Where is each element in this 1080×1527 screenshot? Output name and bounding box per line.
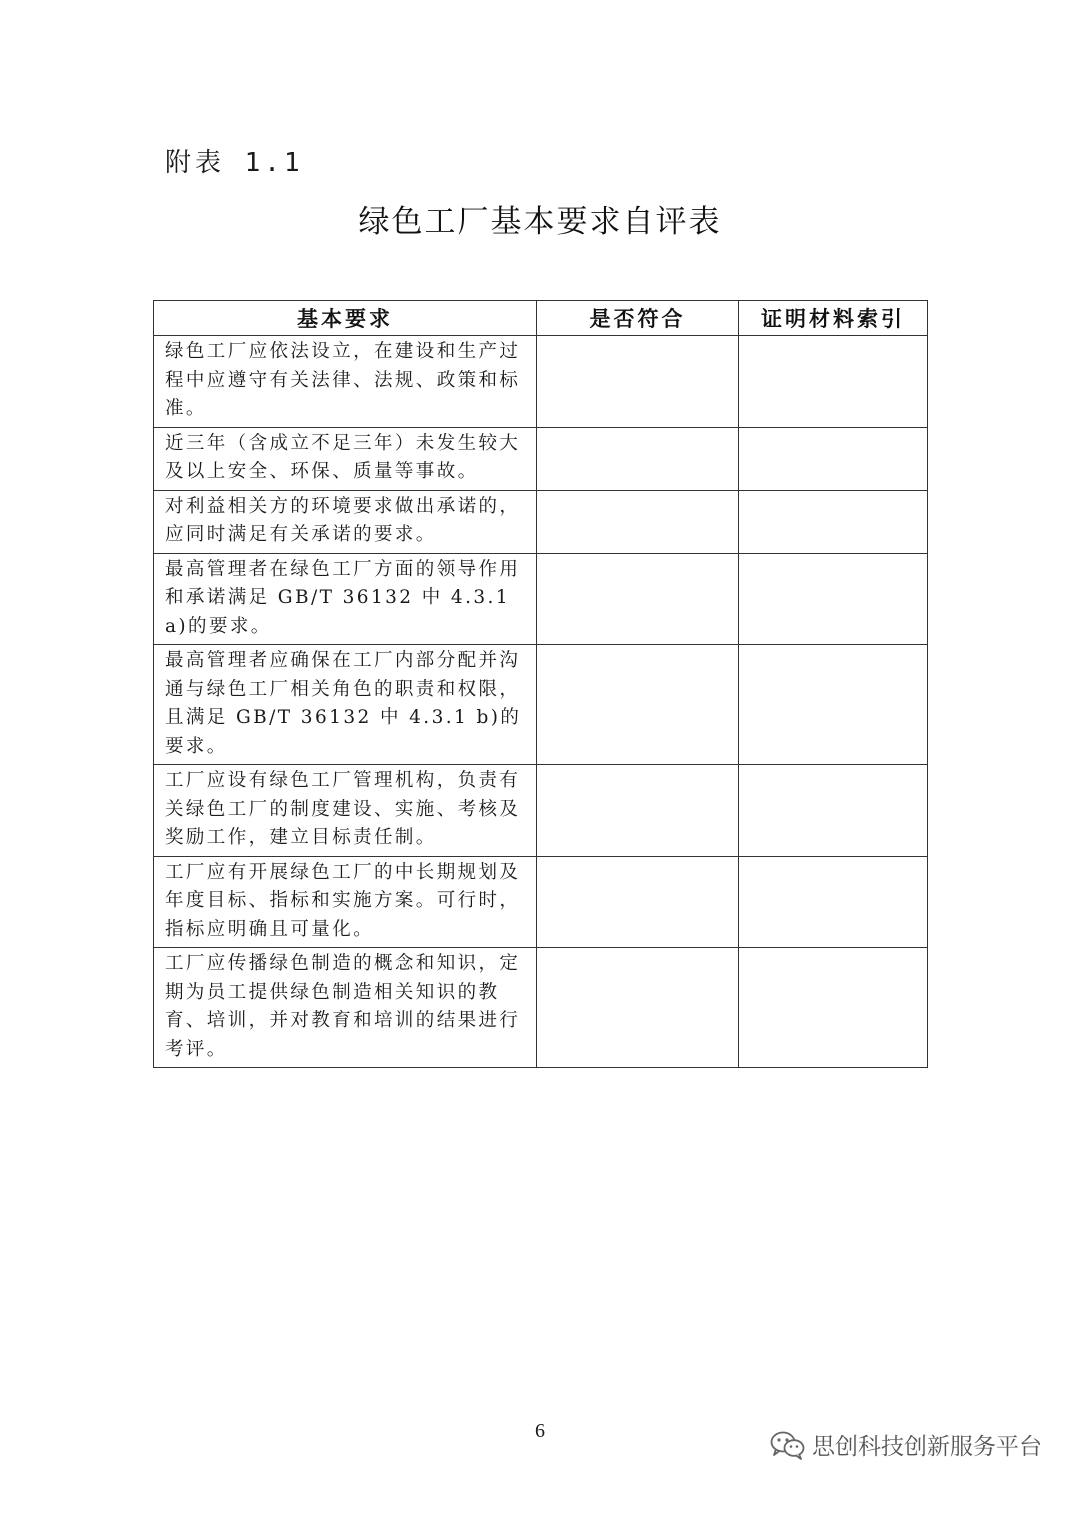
header-compliant: 是否符合: [537, 301, 739, 336]
evidence-cell[interactable]: [739, 490, 928, 553]
evidence-cell[interactable]: [739, 856, 928, 948]
compliant-cell[interactable]: [537, 553, 739, 645]
evidence-cell[interactable]: [739, 427, 928, 490]
evidence-cell[interactable]: [739, 948, 928, 1068]
wechat-icon: [770, 1430, 806, 1460]
requirement-cell: 工厂应有开展绿色工厂的中长期规划及年度目标、指标和实施方案。可行时，指标应明确且可量化。: [154, 856, 537, 948]
appendix-label: 附表 1.1: [165, 148, 304, 178]
compliant-cell[interactable]: [537, 427, 739, 490]
compliant-cell[interactable]: [537, 645, 739, 765]
evidence-cell[interactable]: [739, 553, 928, 645]
watermark: [770, 1428, 1042, 1461]
table-row: [154, 645, 928, 765]
requirement-cell: 对利益相关方的环境要求做出承诺的，应同时满足有关承诺的要求。: [154, 490, 537, 553]
compliant-cell[interactable]: [537, 765, 739, 857]
table-row: [154, 553, 928, 645]
requirement-cell: 工厂应设有绿色工厂管理机构，负责有关绿色工厂的制度建设、实施、考核及奖励工作，建立目标责任制。: [154, 765, 537, 857]
requirement-cell: 最高管理者在绿色工厂方面的领导作用和承诺满足 GB/T 36132 中 4.3.1 a)的要求。: [154, 553, 537, 645]
table-row: [154, 336, 928, 428]
page-number: 6: [535, 1420, 545, 1442]
compliant-cell[interactable]: [537, 948, 739, 1068]
watermark-text: 思创科技创新服务平台: [812, 1434, 1042, 1460]
header-requirement: 基本要求: [154, 301, 537, 336]
table-row: [154, 490, 928, 553]
requirement-cell: 最高管理者应确保在工厂内部分配并沟通与绿色工厂相关角色的职责和权限，且满足 GB/T 36132 中 4.3.1 b)的要求。: [154, 645, 537, 765]
table-header-row: [154, 301, 928, 336]
evidence-cell[interactable]: [739, 645, 928, 765]
requirements-table: [153, 300, 928, 1068]
table-row: [154, 765, 928, 857]
requirement-cell: 近三年（含成立不足三年）未发生较大及以上安全、环保、质量等事故。: [154, 427, 537, 490]
table-row: [154, 856, 928, 948]
requirement-cell: 绿色工厂应依法设立，在建设和生产过程中应遵守有关法律、法规、政策和标准。: [154, 336, 537, 428]
document-title: 绿色工厂基本要求自评表: [358, 204, 722, 240]
header-evidence: 证明材料索引: [739, 301, 928, 336]
table-row: [154, 948, 928, 1068]
compliant-cell[interactable]: [537, 856, 739, 948]
requirement-cell: 工厂应传播绿色制造的概念和知识，定期为员工提供绿色制造相关知识的教育、培训，并对教育和培训的结果进行考评。: [154, 948, 537, 1068]
evidence-cell[interactable]: [739, 336, 928, 428]
table-row: [154, 427, 928, 490]
evidence-cell[interactable]: [739, 765, 928, 857]
compliant-cell[interactable]: [537, 490, 739, 553]
compliant-cell[interactable]: [537, 336, 739, 428]
